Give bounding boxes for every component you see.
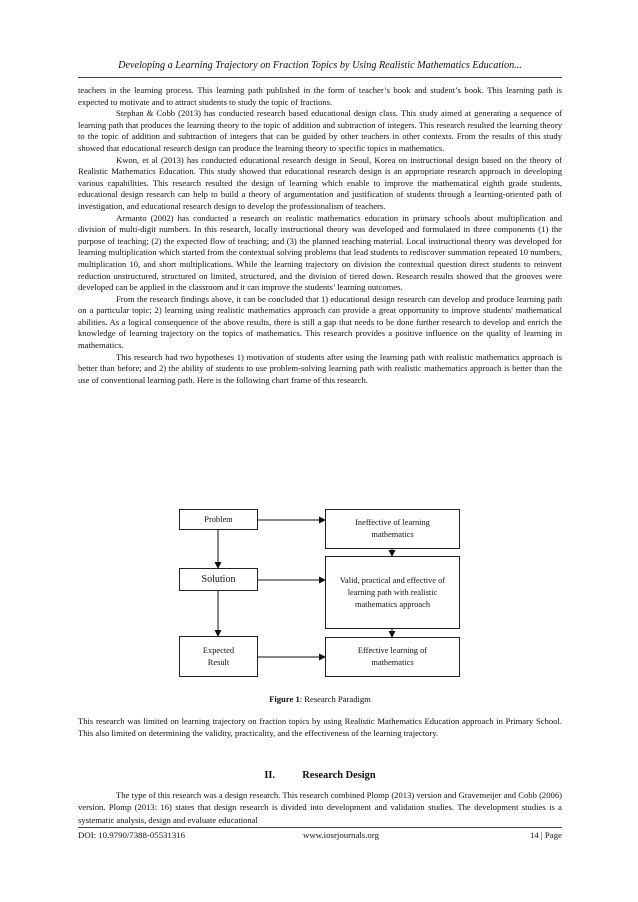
paragraph: From the research findings above, it can be concluded that 1) educational design research can develop and produce learning path on a particular topic; 2) learning using realistic mathematics approach can provide a great opportunity to improve students' mathematical abilities. As a logical consequence of the above results, there is still a gap that needs to be done further research to develop and enrich the knowledge of learning trajectory on the topics of mathematics. This research provides a positive influence on the quality of learning in mathematics. bbox=[78, 293, 562, 351]
section-body bbox=[78, 789, 562, 826]
section-number: II. bbox=[264, 770, 276, 781]
effective-label: Effective learning of mathematics bbox=[357, 646, 428, 667]
footer-page: 14 | Page bbox=[529, 830, 562, 840]
expected-result-label: Expected Result bbox=[202, 645, 235, 667]
footer-doi: DOI: 10.9790/7388-05531316 bbox=[78, 830, 186, 840]
figure-caption bbox=[78, 694, 562, 704]
footer-rule bbox=[78, 827, 562, 828]
footer-site: www.iosrjournals.org bbox=[303, 830, 379, 840]
figure-label: Figure 1 bbox=[269, 694, 300, 704]
problem-label: Problem bbox=[204, 514, 233, 524]
expected-result-box bbox=[179, 636, 258, 677]
running-header: Developing a Learning Trajectory on Fraction Topics by Using Realistic Mathematics Education... bbox=[118, 60, 522, 71]
paragraph: This research was limited on learning trajectory on fraction topics by using Realistic Mathematics Education approach in Primary School. This also limited on determining the validity, practicality, and the effectiveness of the learning trajectory. bbox=[78, 716, 562, 739]
problem-box bbox=[179, 509, 258, 530]
ineffective-label: Ineffective of learning mathematics bbox=[355, 518, 430, 539]
paragraph: This research had two hypotheses 1) motivation of students after using the learning path with realistic mathematics approach is better than before; and 2) the ability of students to use problem-solving learning path with realistic mathematics approach is better than the use of conventional learning path. Here is the following chart frame of this research. bbox=[78, 351, 562, 385]
page-footer bbox=[78, 830, 562, 844]
paragraph: Stephan & Cobb (2013) has conducted research based educational design class. This study aimed at generating a sequence of learning path that produces the learning theory to the topic of addition and subtraction of integers. This research resulted the learning theory to the topic of addition and subtraction of integers that can be guided by other teachers in other contexts. From the results of this study showed that educational research design can produce the learning theory to specific topics in mathematics. bbox=[78, 108, 562, 153]
section-title: Research Design bbox=[302, 770, 376, 781]
paragraph: Kwon, et al (2013) has conducted educational research design in Seoul, Korea on instructional design based on the theory of Realistic Mathematics Education. This study showed that educational research design is an appropriate research approach in developing various capabilities. This research resulted the design of learning which enable to improve the mathematical eighth grade students, educational design research can help to build a theory of argumentation and justification of students through a learning-oriented path of investigation, and educational research design to develop the professionalism of teachers. bbox=[78, 154, 562, 211]
solution-box bbox=[179, 568, 258, 591]
paragraph: teachers in the learning process. This learning path published in the form of teacher’s book and student’s book. This learning path is expected to motivate and to attract students to study the topic of fractions. bbox=[78, 85, 562, 107]
valid-path-label: Valid, practical and effective of learning path with realistic mathematics approach bbox=[339, 575, 446, 609]
solution-label: Solution bbox=[201, 573, 236, 585]
figure-caption-text: : Research Paradigm bbox=[299, 694, 371, 704]
paragraph: The type of this research was a design research. This research combined Plomp (2013) version and Gravemeijer and Cobb (2006) version. Plomp (2013: 16) states that design research is divided into development and validation studies. The development studies is a systematic analysis, design and evaluate educational bbox=[78, 790, 562, 825]
ineffective-box bbox=[325, 509, 460, 549]
section-heading bbox=[78, 770, 562, 781]
valid-path-box bbox=[325, 556, 460, 629]
paragraph: Armanto (2002) has conducted a research on realistic mathematics education in primary schools about multiplication and division of multi-digit numbers. In this research, locally instructional theory was developed and formulated in three components (1) the purpose of teaching; (2) the expected flow of teaching; and (3) the planned teaching material. Local instructional theory was developed for learning multiplication which started from the contextual solving problems that lead students to rediscover summation repeated 10 numbers, multiplication 10, and short multiplications. While the learning trajectory on division the contextual question direct students to reinvent reduction unstructured, structured on limited, structured, and the division of tiered down. Research results showed that the grooves were developed can be applied in the classroom and it can improve the students’ learning outcomes. bbox=[78, 212, 562, 293]
effective-box bbox=[325, 637, 460, 677]
after-figure-text bbox=[78, 715, 562, 740]
